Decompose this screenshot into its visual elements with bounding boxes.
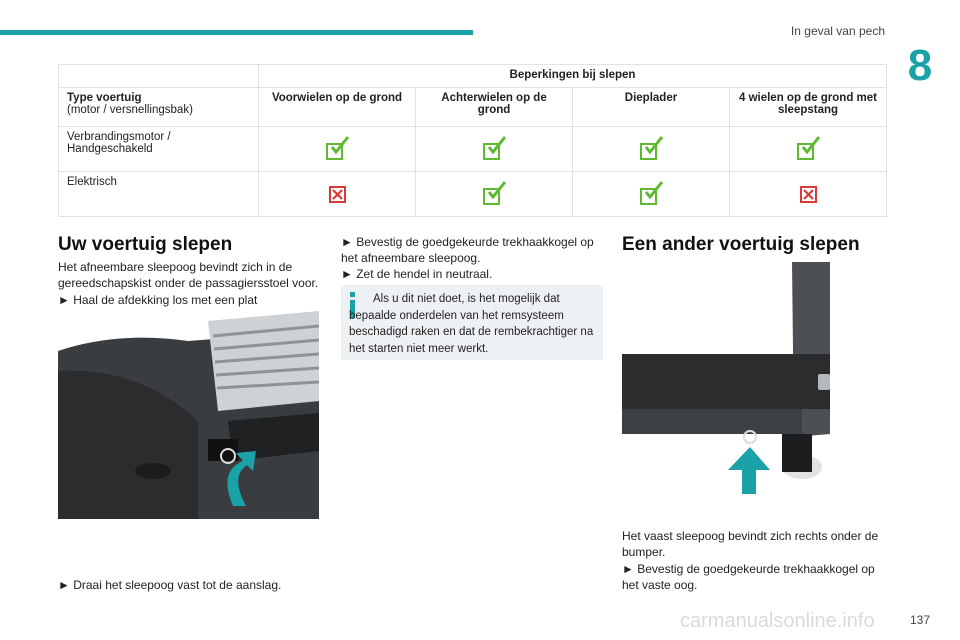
mark-cell <box>416 172 573 217</box>
row-label-line: Verbrandingsmotor / <box>67 131 171 143</box>
table-group-header: Beperkingen bij slepen <box>259 65 887 88</box>
checkmark-icon <box>483 184 505 206</box>
step-screw-eye: ► Draai het sleepoog vast tot de aanslag. <box>58 578 282 592</box>
step-neutral: ► Zet de hendel in neutraal. <box>341 267 493 281</box>
row-header-title: Type voertuig <box>67 92 142 104</box>
step-fit-towball-fixed-eye: ► Bevestig de goedgekeurde trekhaakkogel op het vaste oog. <box>622 562 875 592</box>
row-label-combustion <box>59 127 259 172</box>
paragraph-intro: Het afneembare sleepoog bevindt zich in de gereedschapskist onder de passagiersstoel voor. <box>58 260 319 290</box>
column-header-four-wheels: 4 wielen op de grond met sleepstang <box>730 88 887 127</box>
running-head: In geval van pech <box>790 24 885 38</box>
row-header-subtitle: (motor / versnellingsbak) <box>67 104 193 116</box>
cross-icon <box>329 186 346 203</box>
chapter-number: 8 <box>907 41 933 90</box>
mark-cell <box>259 172 416 217</box>
front-bumper-illustration <box>58 311 319 519</box>
table-empty-cell <box>59 65 259 88</box>
row-label-line: Handgeschakeld <box>67 143 153 155</box>
table-row-header <box>59 88 259 127</box>
info-box <box>341 285 603 360</box>
cross-icon <box>800 186 817 203</box>
table-row <box>59 172 887 217</box>
checkmark-icon <box>326 139 348 161</box>
column-header-front-wheels: Voorwielen op de grond <box>259 88 416 127</box>
row-label-electric <box>59 172 259 217</box>
table-group-header-row <box>59 65 887 88</box>
row-label-line: Elektrisch <box>67 176 117 188</box>
page-number: 137 <box>909 613 930 627</box>
mark-cell <box>573 127 730 172</box>
header-accent-bar <box>0 30 473 35</box>
section-title-tow-your-vehicle: Uw voertuig slepen <box>58 234 233 255</box>
mark-cell <box>416 127 573 172</box>
watermark: carmanualsonline.info <box>680 610 875 632</box>
step-remove-cover: ► Haal de afdekking los met een plat <box>58 293 258 307</box>
checkmark-icon <box>640 184 662 206</box>
checkmark-icon <box>483 139 505 161</box>
column-header-flatbed: Dieplader <box>573 88 730 127</box>
table-row <box>59 127 887 172</box>
info-text: Als u dit niet doet, is het mogelijk dat bepaalde onderdelen van het remsysteem beschadigd raken en dat de rembekrachtiger na het starten niet meer werkt. <box>349 293 594 355</box>
table-column-header-row <box>59 88 887 127</box>
rear-bumper-illustration <box>622 262 830 495</box>
mark-cell <box>573 172 730 217</box>
mark-cell <box>730 172 887 217</box>
section-title-tow-another-vehicle: Een ander voertuig slepen <box>622 234 860 255</box>
checkmark-icon <box>797 139 819 161</box>
checkmark-icon <box>640 139 662 161</box>
mark-cell <box>730 127 887 172</box>
paragraph-fixed-eye-location: Het vaast sleepoog bevindt zich rechts onder de bumper. <box>622 529 879 559</box>
mark-cell <box>259 127 416 172</box>
column-header-rear-wheels: Achterwielen op de grond <box>416 88 573 127</box>
step-fit-towball: ► Bevestig de goedgekeurde trekhaakkogel op het afneembare sleepoog. <box>341 235 594 265</box>
towing-limits-table <box>58 64 887 217</box>
